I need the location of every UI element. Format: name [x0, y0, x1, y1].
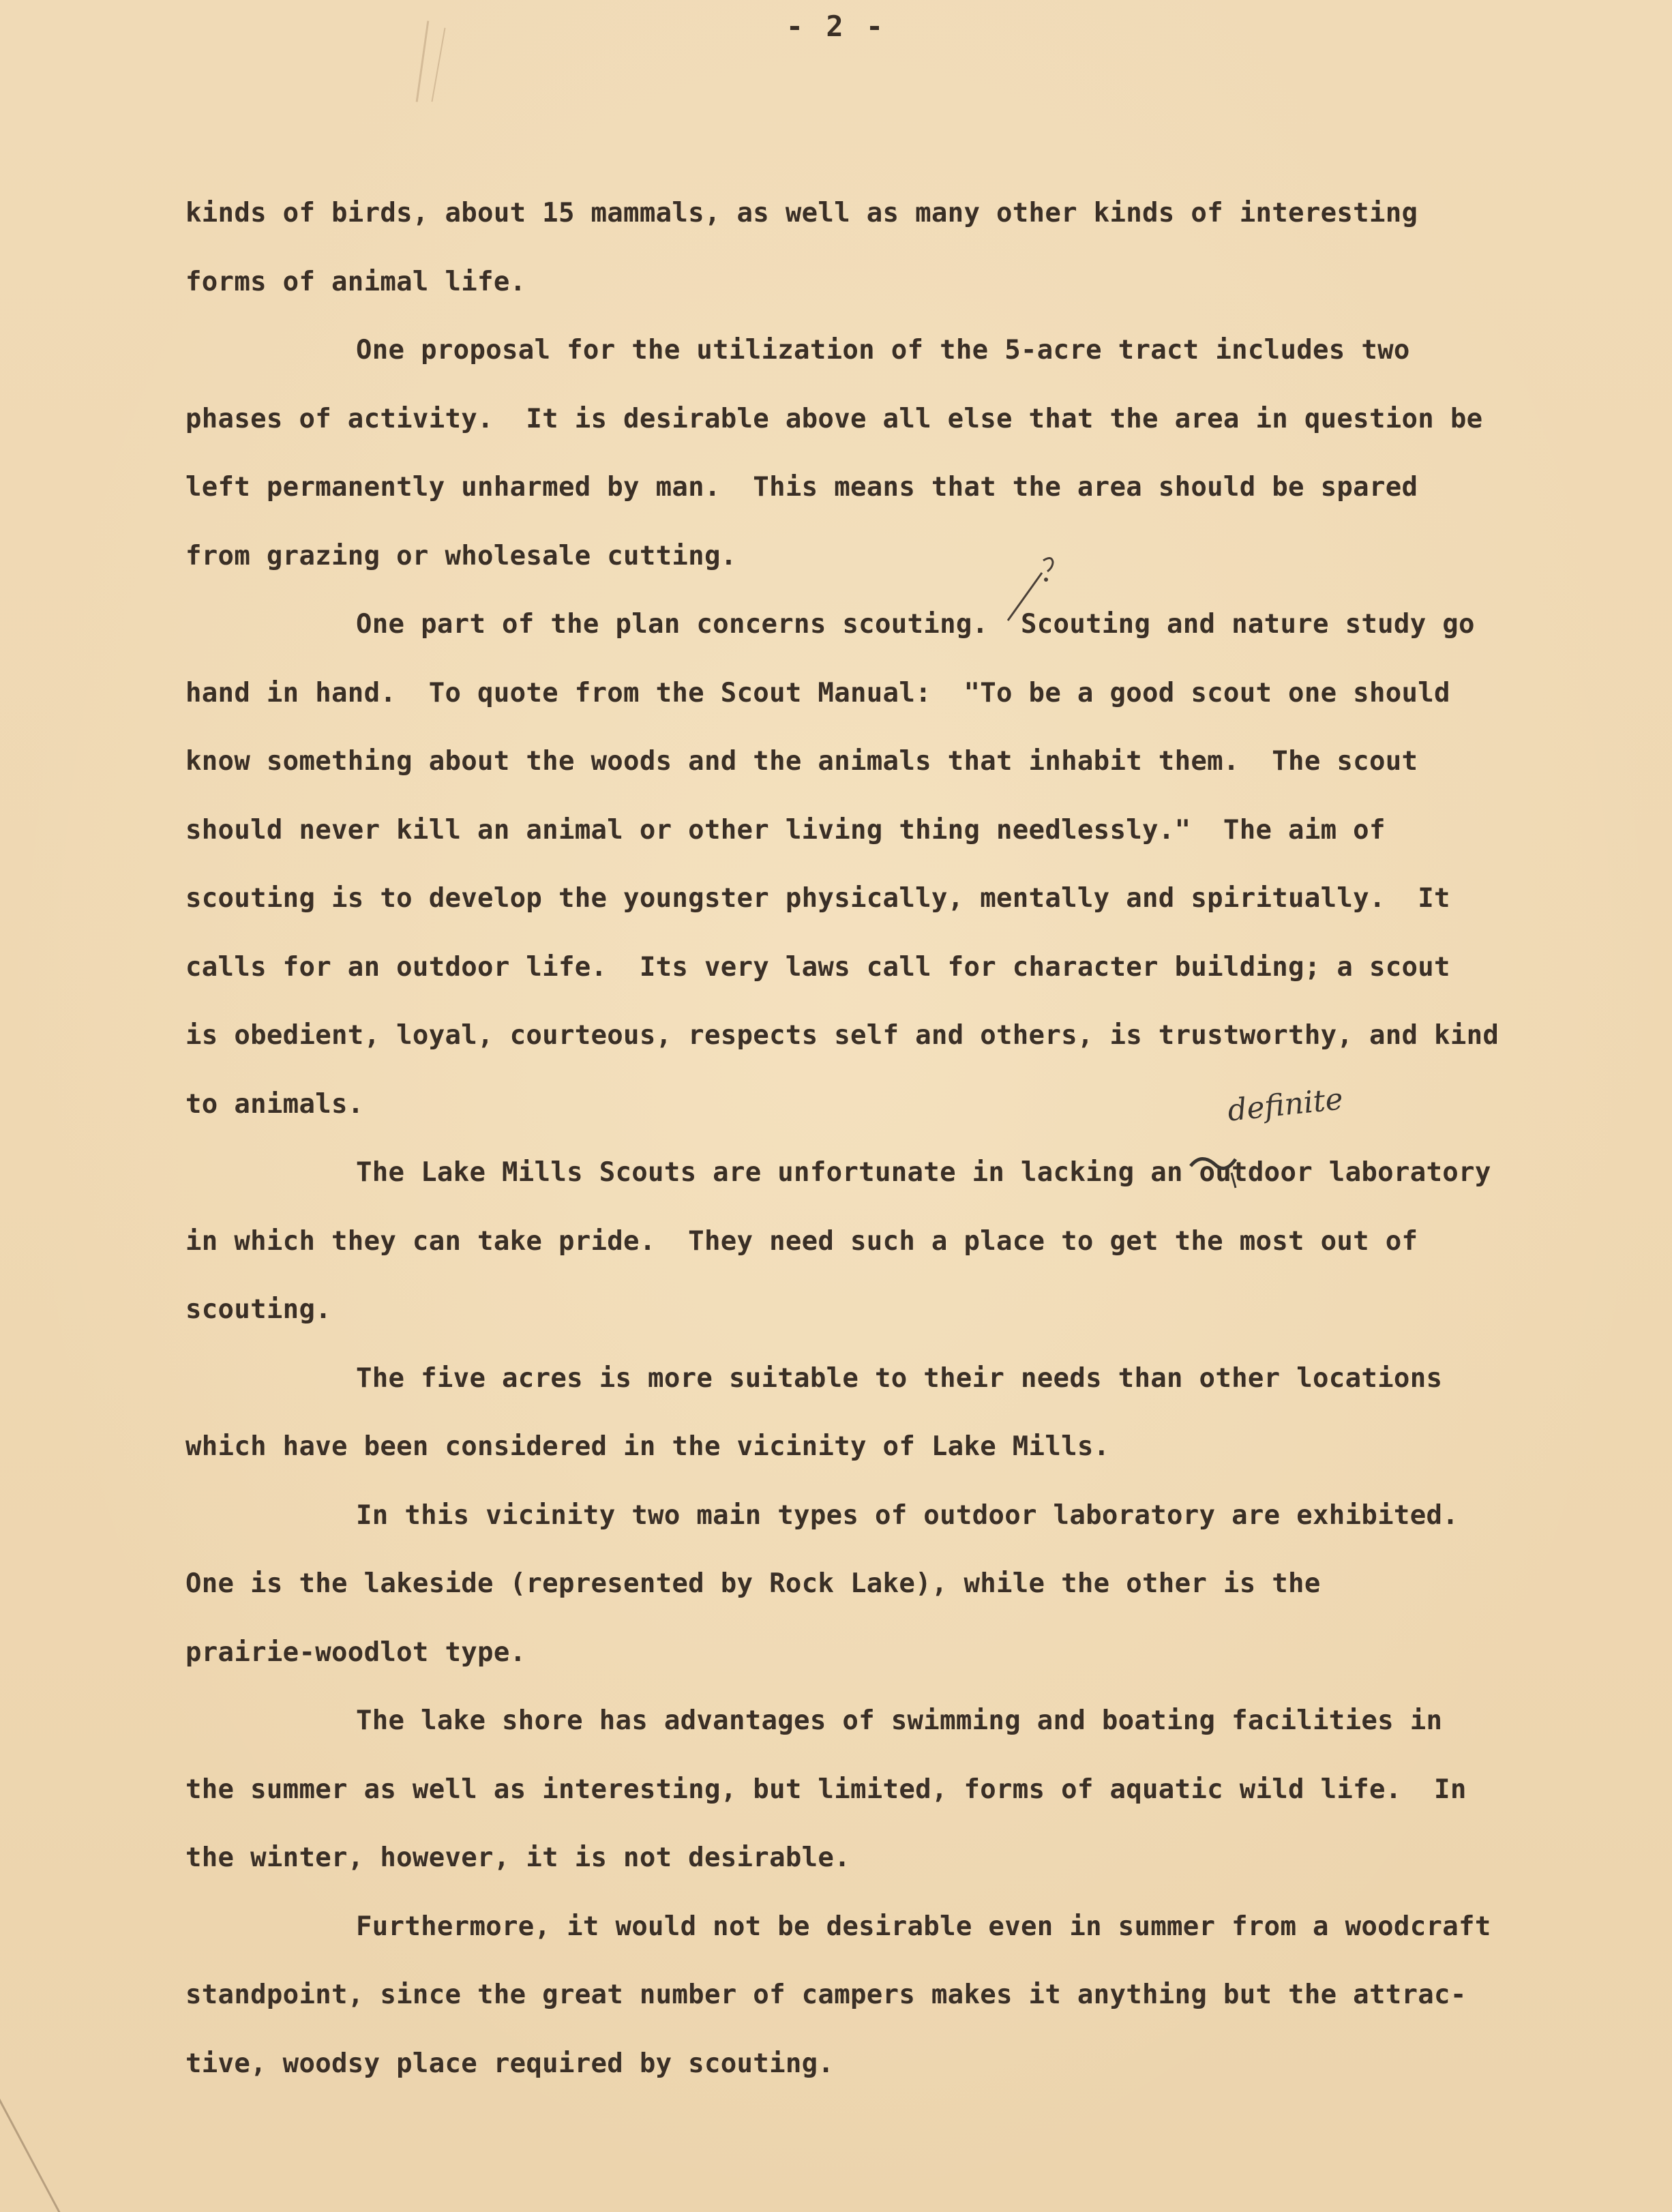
text-line: to animals. [185, 1088, 364, 1120]
text-line: should never kill an animal or other living thing needlessly." The aim of [185, 814, 1386, 846]
handwritten-insertion-definite: definite [1225, 1081, 1345, 1129]
text-line: calls for an outdoor life. Its very laws call for character building; a scout [185, 951, 1450, 983]
text-line: The five acres is more suitable to their needs than other locations [356, 1362, 1443, 1394]
text-line: from grazing or wholesale cutting. [185, 540, 737, 571]
paper-edge-shadow [0, 2044, 74, 2212]
text-line: prairie-woodlot type. [185, 1636, 526, 1668]
text-line: In this vicinity two main types of outdoor laboratory are exhibited. [356, 1499, 1459, 1531]
text-line: One part of the plan concerns scouting. Scouting and nature study go [356, 609, 1475, 640]
text-line: tive, woodsy place required by scouting. [185, 2048, 835, 2079]
handwritten-check-mark [1002, 552, 1064, 627]
text-line: which have been considered in the vicinity of Lake Mills. [185, 1431, 1110, 1462]
text-line: left permanently unharmed by man. This means that the area should be spared [185, 472, 1418, 503]
text-line: The Lake Mills Scouts are unfortunate in lacking an outdoor laboratory [356, 1157, 1491, 1188]
text-line: kinds of birds, about 15 mammals, as well as many other kinds of interesting [185, 198, 1418, 228]
handwritten-strikeout [1188, 1146, 1242, 1193]
text-line: scouting is to develop the youngster physically, mentally and spiritually. It [185, 883, 1450, 914]
text-line: forms of animal life. [185, 266, 526, 297]
text-line: is obedient, loyal, courteous, respects self and others, is trustworthy, and kind [185, 1020, 1499, 1051]
text-line: hand in hand. To quote from the Scout Manual: "To be a good scout one should [185, 677, 1450, 708]
text-line: One is the lakeside (represented by Rock Lake), while the other is the [185, 1568, 1321, 1599]
text-line: The lake shore has advantages of swimming and boating facilities in [356, 1705, 1443, 1736]
text-line: in which they can take pride. They need such a place to get the most out of [185, 1225, 1418, 1257]
text-line: One proposal for the utilization of the 5-acre tract includes two [356, 335, 1410, 365]
text-line: scouting. [185, 1294, 332, 1325]
text-line: the winter, however, it is not desirable. [185, 1842, 850, 1873]
text-line: Furthermore, it would not be desirable even in summer from a woodcraft [356, 1911, 1491, 1942]
text-line: know something about the woods and the animals that inhabit them. The scout [185, 746, 1418, 777]
text-line: phases of activity. It is desirable above all else that the area in question be [185, 403, 1483, 434]
page-number: - 2 - [786, 10, 886, 43]
text-line: standpoint, since the great number of campers makes it anything but the attrac- [185, 1979, 1467, 2010]
text-line: the summer as well as interesting, but limited, forms of aquatic wild life. In [185, 1774, 1467, 1805]
document-body [185, 179, 1577, 2098]
